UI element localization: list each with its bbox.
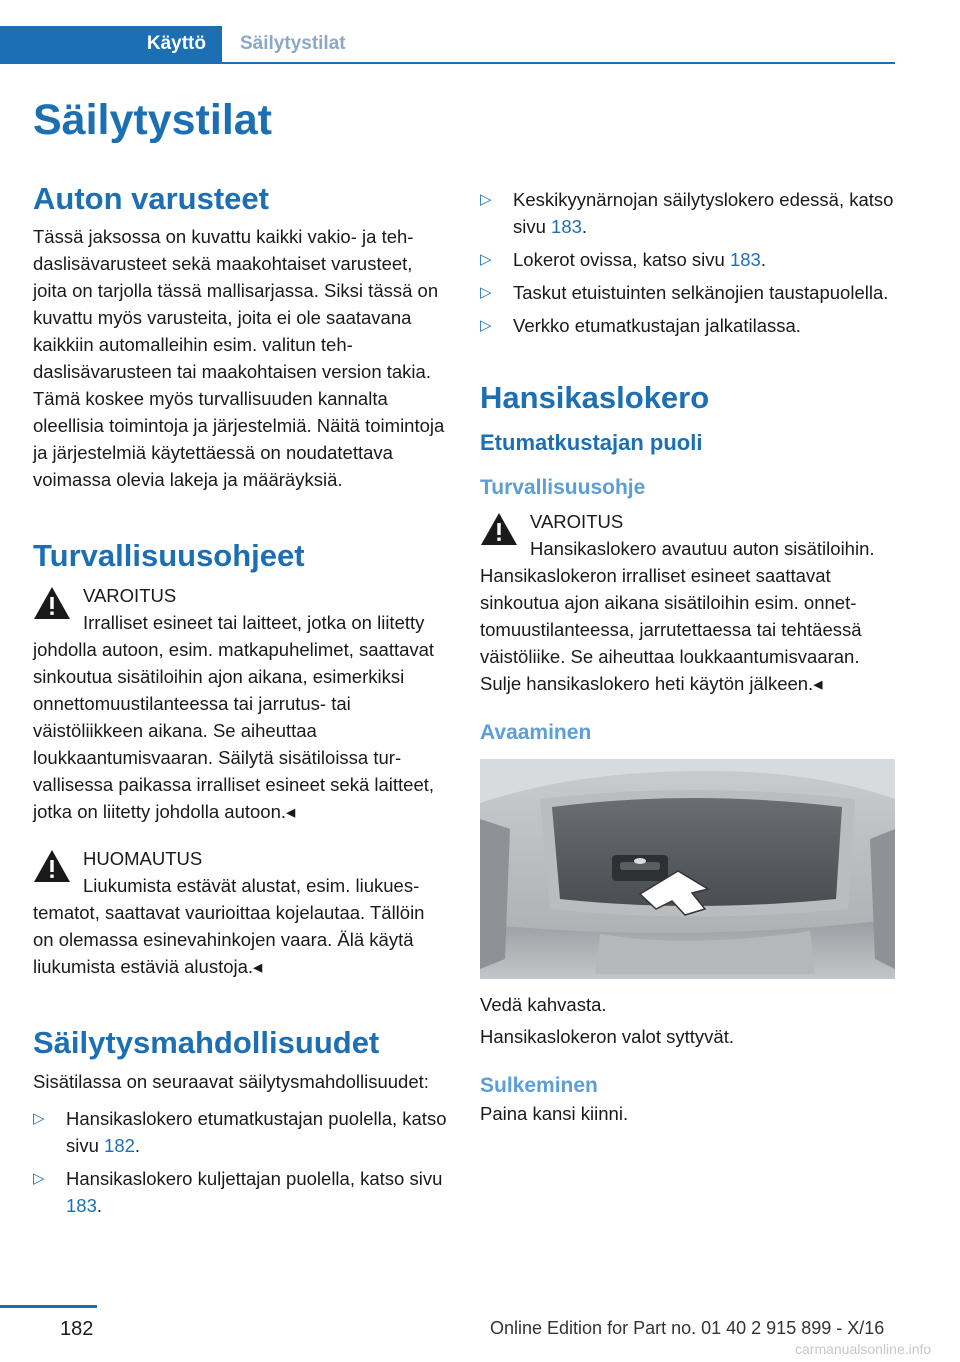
triangle-right-icon: ▷	[33, 1169, 45, 1187]
page-ref-link[interactable]: 183	[66, 1194, 97, 1216]
triangle-right-icon: ▷	[480, 251, 492, 268]
notice-label: HUOMAUTUS	[83, 848, 203, 870]
subheading-avaaminen: Avaaminen	[480, 721, 592, 745]
page-number: 182	[60, 1318, 94, 1340]
warning-triangle-icon	[33, 586, 71, 620]
list-item	[480, 186, 896, 240]
list-item-end: .	[96, 1194, 103, 1216]
tab-sailytystilat[interactable]	[240, 26, 346, 62]
triangle-right-icon: ▷	[480, 317, 492, 334]
section-title-turvallisuusohjeet: Turvallisuusohjeet	[33, 538, 305, 574]
open-instruction-1: Vedä kahvasta.	[480, 994, 607, 1016]
triangle-right-icon: ▷	[33, 1109, 45, 1127]
page-ref-link[interactable]: 183	[729, 249, 761, 270]
section-title-hansikaslokero: Hansikaslokero	[480, 380, 710, 415]
glovebox-photo	[480, 759, 895, 979]
section-text-sailytysmahdollisuudet: Sisätilassa on seuraavat säilytysmahdollisuudet:	[33, 1070, 429, 1092]
section-title-sailytysmahdollisuudet: Säilytysmahdollisuudet	[33, 1025, 380, 1061]
list-item-text: Hansikaslokero etumatkustajan puolella, katso sivu	[66, 1107, 447, 1156]
warning-label: VAROITUS	[83, 585, 177, 607]
warning-triangle-icon	[480, 512, 518, 546]
left-column	[33, 180, 449, 1225]
list-item	[33, 1165, 449, 1219]
footer-divider	[0, 1305, 97, 1308]
right-column	[480, 180, 896, 1127]
list-item	[480, 312, 896, 339]
list-item-text: Keskikyynärnojan säilytyslokero edessä, katso sivu	[513, 189, 894, 237]
section-title-auton-varusteet: Auton varusteet	[33, 181, 269, 216]
warning-text: Hansikaslokero avautuu auton sisätiloihin. Hansikaslokeron irralliset esineet saattavat sinkoutua ajon aikana sisätiloihin esim. onnettomuustilanteessa, jarrutettaessa tai tehtäessä väistöliike. Se aiheuttaa loukkaantumisvaaran. Sulje hansikaslokero heti käytön jälkeen.◂	[480, 538, 875, 695]
list-item-text: Verkko etumatkustajan jalkatilassa.	[513, 315, 801, 336]
warning-triangle-icon	[33, 849, 71, 883]
subheading-turvallisuusohje: Turvallisuusohje	[480, 476, 646, 500]
section-text-auton-varusteet: Tässä jaksossa on kuvattu kaikki vakio- ja tehdaslisävarusteet sekä maakohtaiset varusteet, joita on tarjolla tässä mallisarjassa. Siksi tässä on kuvattu myös varusteita, joita ei ole saatavana kaikkiin automalleihin esim. valitun tehdaslisävarusteen tai maakohtaisen version takia. Tämä koskee myös turvallisuuden kannalta oleellisia toimintoja ja järjestelmiä. Näitä toimintoja ja järjestelmiä käytettäessä on noudatettava voimassa olevia lakeja ja määräyksiä.	[33, 226, 445, 491]
close-instruction: Paina kansi kiinni.	[480, 1103, 629, 1125]
open-instruction-2: Hansikaslokeron valot syttyvät.	[480, 1026, 734, 1048]
subsection-title-etumatkustajan-puoli: Etumatkustajan puoli	[480, 430, 703, 456]
warning-block-1	[33, 582, 449, 825]
list-item	[480, 279, 896, 306]
list-item-end: .	[581, 216, 588, 237]
tab-sailytystilat-label: Säilytystilat	[240, 33, 346, 54]
list-item	[33, 1105, 449, 1159]
triangle-right-icon: ▷	[480, 191, 492, 208]
tab-kaytto[interactable]	[0, 26, 222, 62]
list-item-text: Lokerot ovissa, katso sivu	[513, 249, 730, 270]
storage-list-left	[33, 1105, 449, 1219]
warning-text: Irralliset esineet tai laitteet, jotka on liitetty johdolla autoon, esim. matkapuhelimet, saattavat sinkoutua sisätiloihin ajon aikana, esimerkiksi onnettomuustilanteessa tai jarrutus- tai väistöliikkeen aikana. Se aiheuttaa loukkaantumisvaaran. Säilytä sisätiloissa turvallisessa paikassa irralliset esineet sekä laitteet, jotka on liitetty johdolla autoon.◂	[33, 612, 435, 823]
list-item-end: .	[134, 1134, 141, 1156]
header-bar	[0, 26, 895, 64]
notice-text: Liukumista estävät alustat, esim. liukuestematot, saattavat vaurioittaa kojelautaa. Tällöin on olemassa esinevahinkojen vaara. Älä käytä liukumista estäviä alustoja.◂	[33, 875, 425, 978]
footer-edition: Online Edition for Part no. 01 40 2 915 899 - X/16	[490, 1318, 885, 1338]
page-title: Säilytystilat	[33, 96, 272, 144]
warning-block-2	[33, 845, 449, 980]
watermark: carmanualsonline.info	[795, 1341, 932, 1357]
warning-block-3	[480, 508, 896, 697]
page-ref-link[interactable]: 182	[104, 1134, 135, 1156]
tab-kaytto-label: Käyttö	[146, 33, 206, 54]
subheading-sulkeminen: Sulkeminen	[480, 1074, 598, 1098]
list-item-end: .	[760, 249, 766, 270]
list-item-text: Taskut etuistuinten selkänojien taustapuolella.	[513, 282, 889, 303]
list-item-text: Hansikaslokero kuljettajan puolella, katso sivu	[66, 1167, 443, 1189]
warning-label: VAROITUS	[530, 511, 624, 533]
storage-list-right	[480, 186, 896, 339]
list-item	[480, 246, 896, 273]
page-ref-link[interactable]: 183	[551, 216, 582, 237]
triangle-right-icon: ▷	[480, 284, 492, 301]
